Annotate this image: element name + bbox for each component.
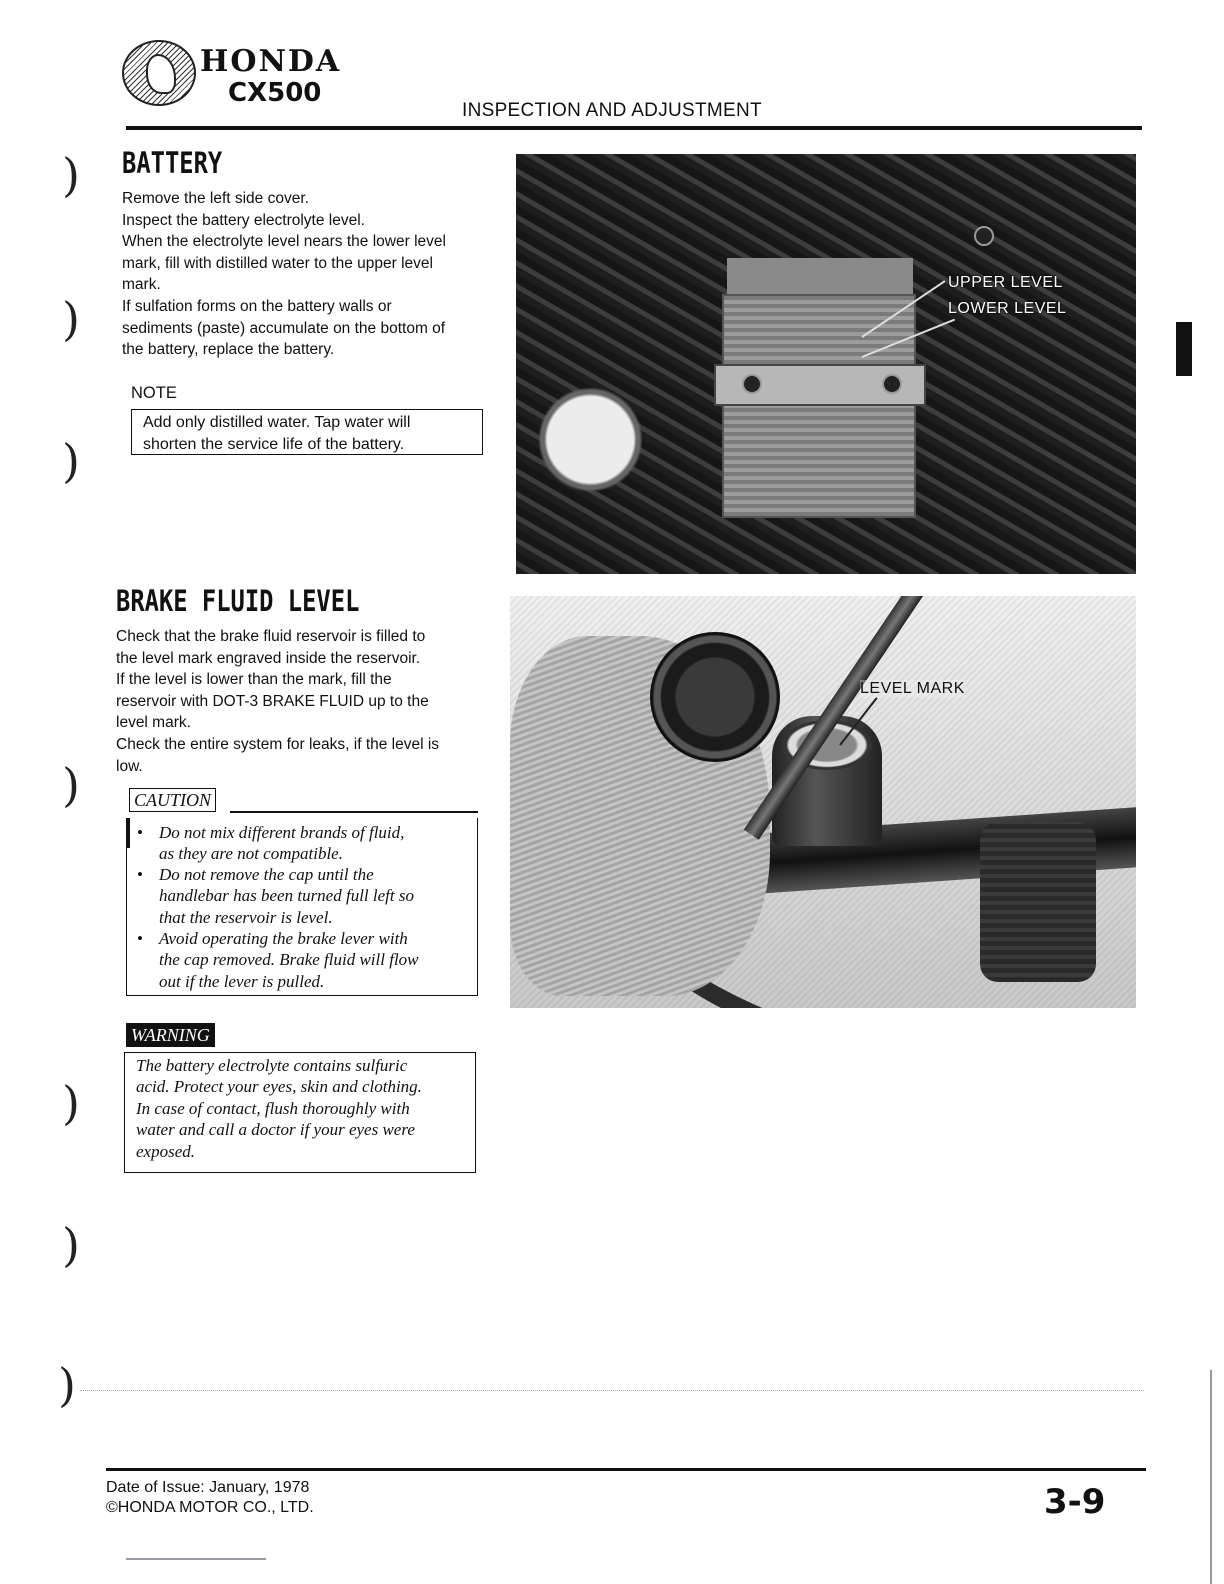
caution-line: out if the lever is pulled.	[159, 971, 325, 991]
bolt	[974, 226, 994, 246]
warning-line: water and call a doctor if your eyes were	[136, 1120, 415, 1140]
note-line: Add only distilled water. Tap water will	[143, 414, 411, 431]
note-box	[131, 409, 483, 455]
binder-mark: )	[62, 148, 80, 202]
warning-box	[124, 1052, 476, 1173]
brand-name: HONDA	[200, 44, 342, 79]
text-line: low.	[116, 757, 143, 775]
note-label: NOTE	[131, 384, 177, 402]
text-line: mark.	[122, 276, 161, 294]
warning-line: exposed.	[136, 1141, 196, 1161]
caution-label: CAUTION	[129, 788, 216, 812]
text-line: level mark.	[116, 714, 191, 732]
model-name: CX500	[228, 78, 322, 108]
battery-body	[722, 294, 916, 518]
caution-box	[126, 818, 478, 996]
caution-line: Do not mix different brands of fluid,	[159, 823, 405, 842]
caution-line: the cap removed. Brake fluid will flow	[159, 950, 419, 970]
scan-artifact	[126, 1558, 266, 1560]
caution-line: Do not remove the cap until the	[159, 865, 374, 884]
binder-mark: )	[62, 434, 80, 488]
warning-line: acid. Protect your eyes, skin and clothing.	[136, 1077, 422, 1097]
binder-mark: )	[62, 1076, 80, 1130]
caution-line: as they are not compatible.	[159, 844, 343, 864]
text-line: Remove the left side cover.	[122, 190, 309, 207]
bullet-icon: •	[137, 929, 143, 948]
footer-rule	[106, 1468, 1146, 1471]
brake-fluid-text	[116, 626, 496, 777]
section-heading: INSPECTION AND ADJUSTMENT	[462, 100, 762, 121]
header-rule	[126, 126, 1142, 130]
warning-line: In case of contact, flush thoroughly with	[136, 1098, 410, 1118]
warning-label: WARNING	[126, 1023, 215, 1047]
copyright: ©HONDA MOTOR CO., LTD.	[106, 1499, 314, 1516]
bolt	[882, 374, 902, 394]
caution-item	[137, 928, 467, 994]
text-line: the battery, replace the battery.	[122, 341, 335, 359]
binder-mark: )	[62, 758, 80, 812]
battery-text	[122, 188, 502, 361]
caution-rule	[230, 811, 478, 813]
reservoir-cap	[650, 632, 780, 762]
text-line: reservoir with DOT-3 BRAKE FLUID up to the	[116, 692, 429, 710]
caution-line: Avoid operating the brake lever with	[159, 929, 408, 948]
text-line: Inspect the battery electrolyte level.	[122, 211, 365, 229]
text-line: the level mark engraved inside the reservoir.	[116, 649, 421, 667]
brake-reservoir-photo	[510, 596, 1136, 1008]
bullet-icon: •	[137, 823, 143, 842]
battery-photo	[516, 154, 1136, 574]
lower-level-label: LOWER LEVEL	[948, 300, 1067, 317]
text-line: Check that the brake fluid reservoir is filled to	[116, 628, 426, 645]
battery-heading: BATTERY	[122, 146, 223, 180]
text-line: If the level is lower than the mark, fill the	[116, 671, 392, 689]
caution-item	[137, 822, 467, 866]
section-tab-marker	[1176, 322, 1192, 376]
text-line: sediments (paste) accumulate on the bottom of	[122, 319, 446, 337]
bullet-icon: •	[137, 865, 143, 884]
binder-mark: )	[62, 1218, 80, 1272]
note-line: shorten the service life of the battery.	[143, 436, 405, 453]
caution-item	[137, 864, 467, 930]
binder-mark: )	[58, 1358, 76, 1412]
text-line: mark, fill with distilled water to the upper level	[122, 254, 433, 272]
upper-level-label: UPPER LEVEL	[948, 274, 1063, 291]
caution-line: handlebar has been turned full left so	[159, 886, 414, 906]
warning-line: The battery electrolyte contains sulfuric	[136, 1056, 408, 1075]
scan-edge	[1210, 1370, 1212, 1584]
level-mark-label: LEVEL MARK	[860, 680, 965, 697]
caution-line: that the reservoir is level.	[159, 907, 333, 927]
issue-date: Date of Issue: January, 1978	[106, 1479, 310, 1496]
text-line: When the electrolyte level nears the lower level	[122, 233, 446, 251]
text-line: If sulfation forms on the battery walls or	[122, 297, 392, 315]
brake-fluid-heading: BRAKE FLUID LEVEL	[116, 584, 360, 618]
binder-mark: )	[62, 292, 80, 346]
bolt	[742, 374, 762, 394]
page-number: 3-9	[1044, 1482, 1106, 1522]
honda-wing-logo	[122, 40, 196, 106]
text-line: Check the entire system for leaks, if the level is	[116, 735, 440, 753]
handlebar-switch	[980, 822, 1096, 982]
dotted-rule	[80, 1390, 1144, 1391]
